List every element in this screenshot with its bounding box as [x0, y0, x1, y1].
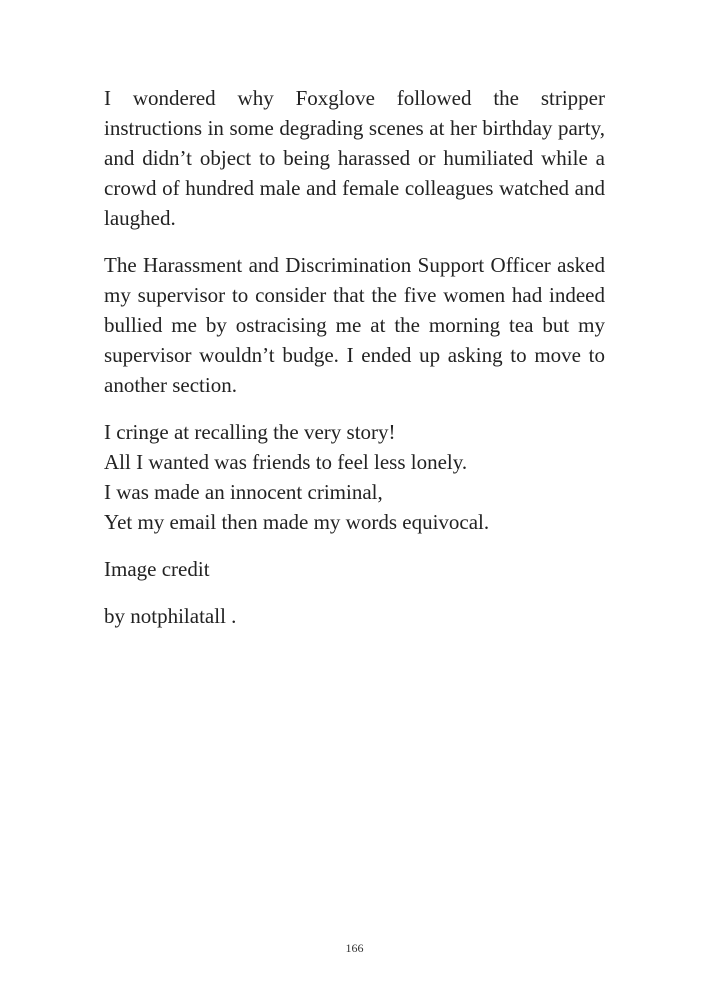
verse-line: I cringe at recalling the very story! [104, 420, 396, 444]
image-credit-label: Image credit [104, 557, 210, 581]
verse-line: I was made an innocent criminal, [104, 480, 383, 504]
paragraph-harassment-officer: The Harassment and Discrimination Support Officer asked my supervisor to consider that the five women had indeed bullied me by ostracising me at the morning tea but my supervisor wouldn’t budge. I ended up asking to move to another section. [104, 253, 605, 397]
page-body [104, 83, 605, 648]
page-number: 166 [345, 941, 364, 955]
image-credit-byline: by notphilatall . [104, 604, 237, 628]
verse-line: All I wanted was friends to feel less lonely. [104, 450, 468, 474]
verse-block [104, 417, 605, 537]
verse-line: Yet my email then made my words equivocal. [104, 510, 490, 534]
paragraph-foxglove: I wondered why Foxglove followed the stripper instructions in some degrading scenes at her birthday party, and didn’t object to being harassed or humiliated while a crowd of hundred male and female colleagues watched and laughed. [104, 86, 605, 230]
